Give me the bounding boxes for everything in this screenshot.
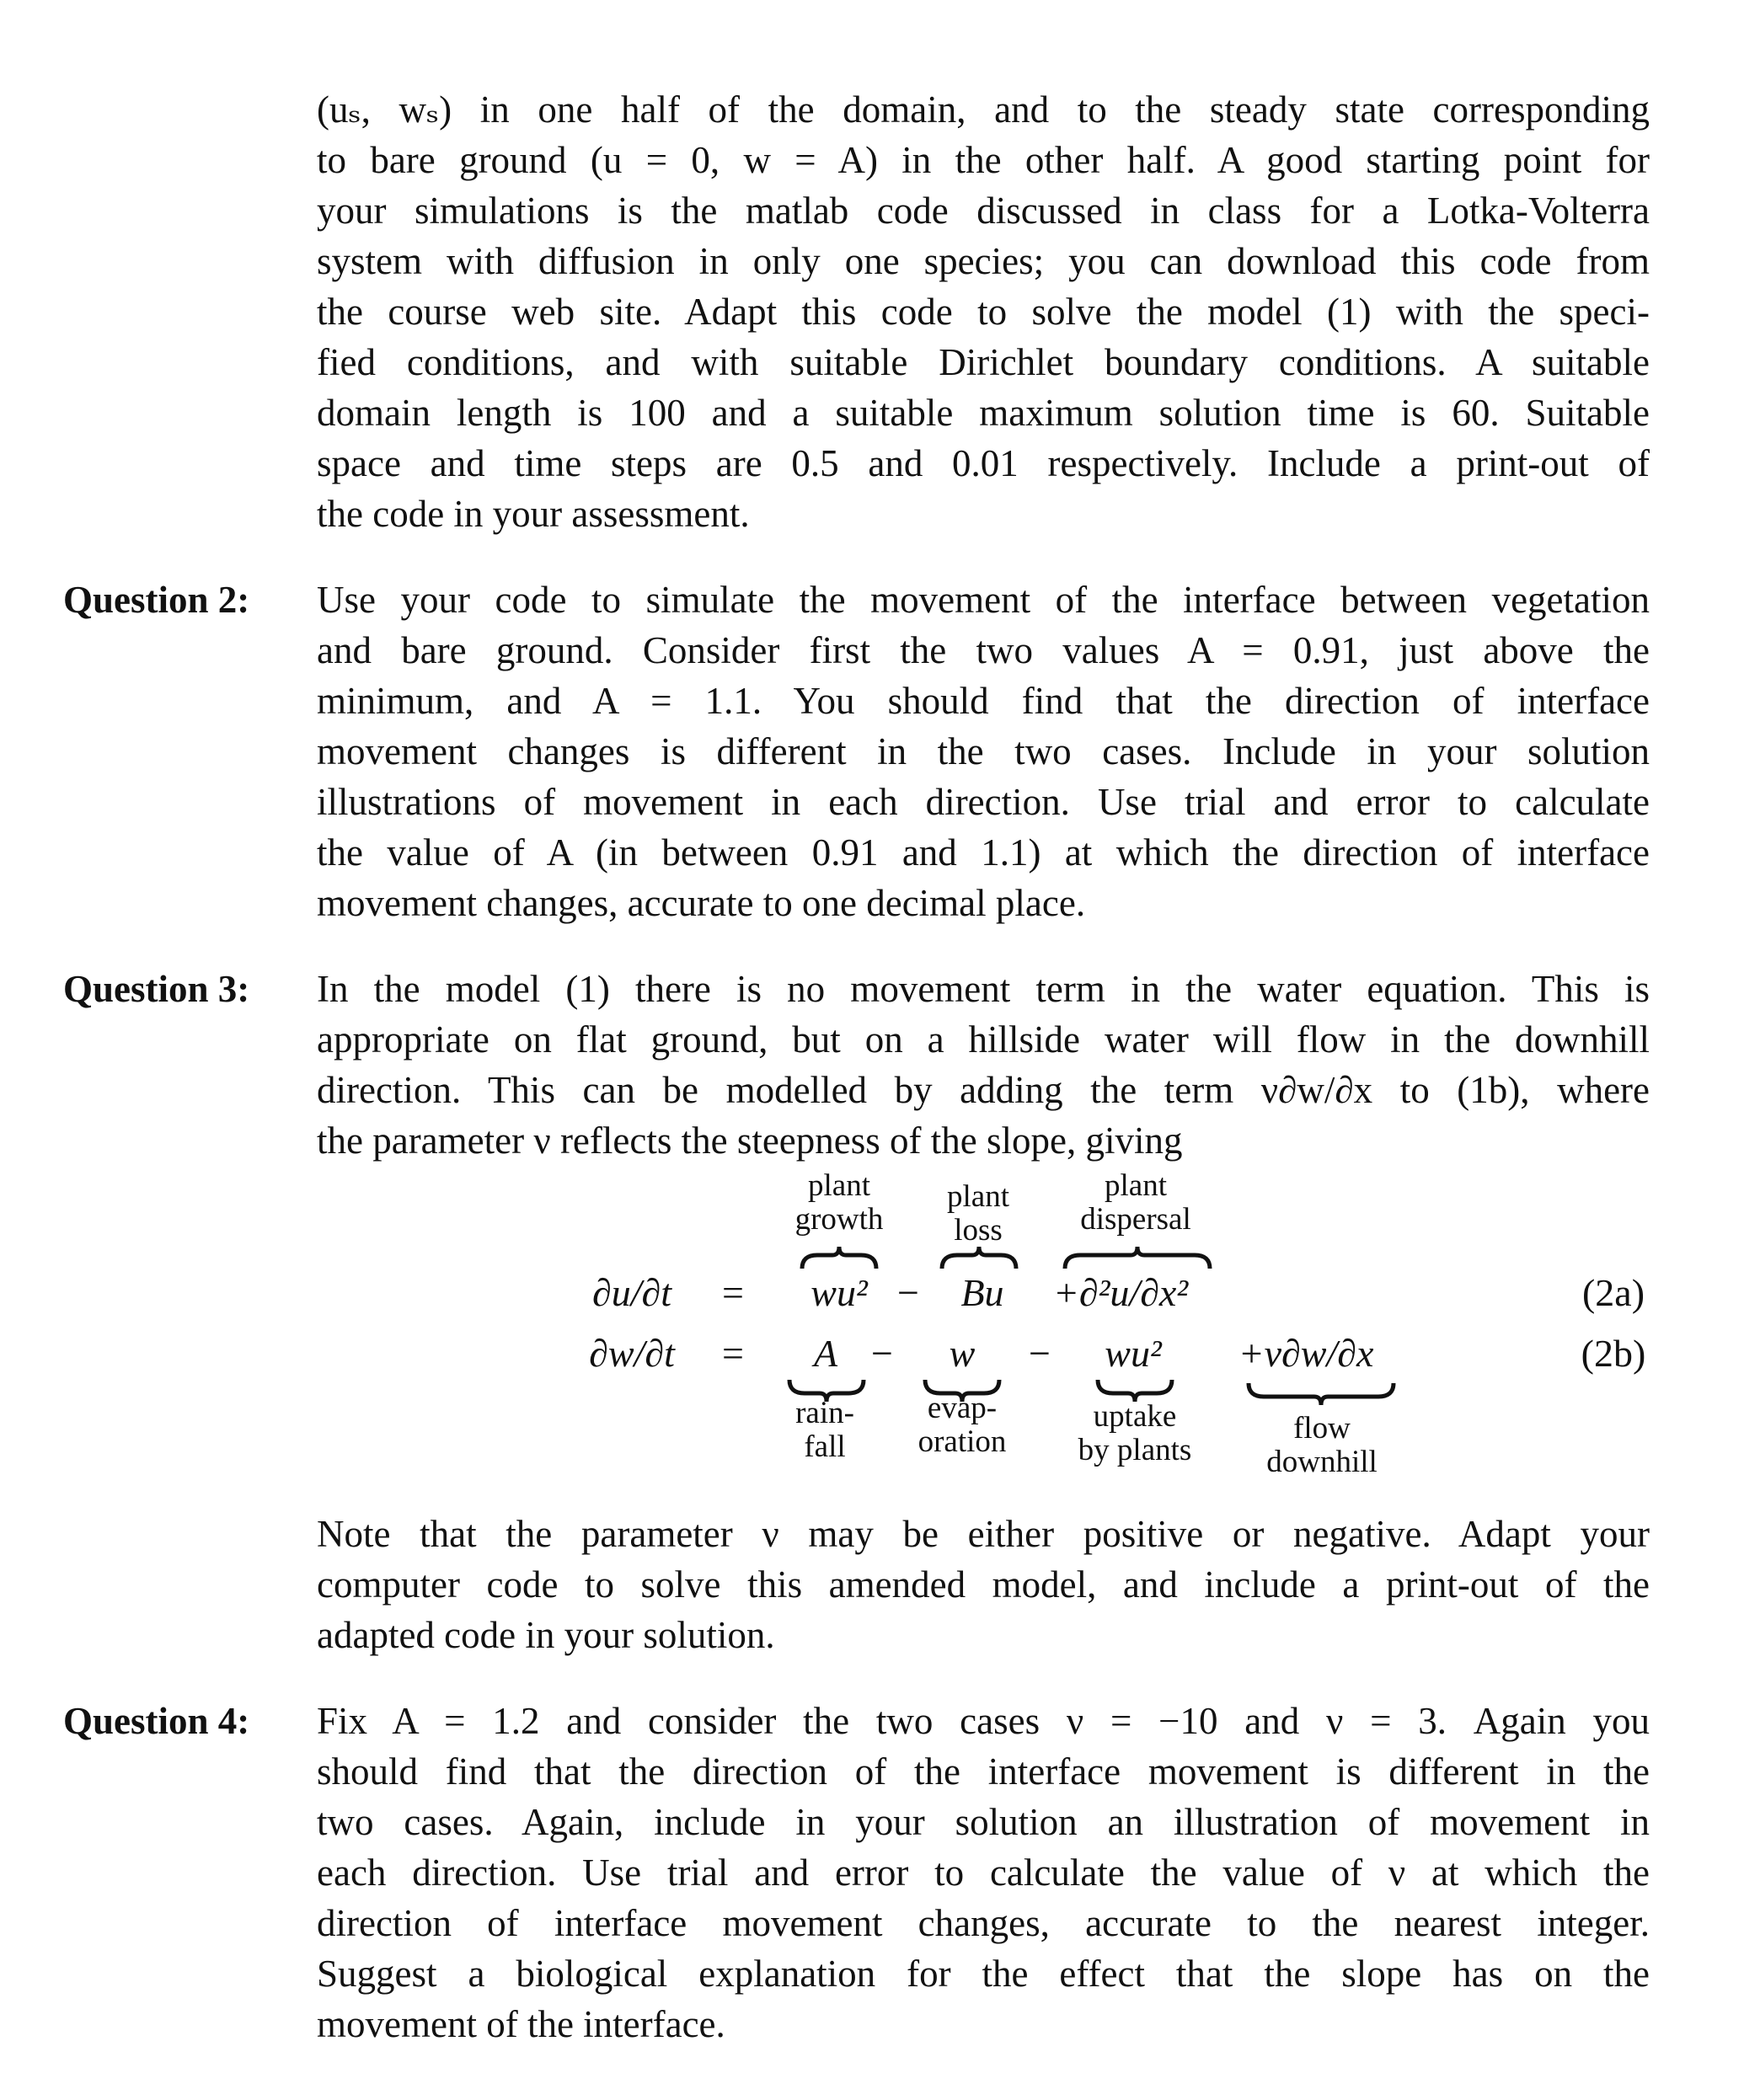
text-line: domain length is 100 and a suitable maximum solution time is 60. Suitable	[317, 392, 1650, 434]
text-line: (uₛ, wₛ) in one half of the domain, and to the steady state corresponding	[317, 88, 1650, 131]
label-flow: flow downhill	[1266, 1411, 1378, 1479]
text-line: your simulations is the matlab code discussed in class for a Lotka-Volterra	[317, 190, 1650, 232]
text-line: the code in your assessment.	[317, 493, 750, 535]
eq-a-number: (2a)	[1581, 1271, 1645, 1314]
text-line: the course web site. Adapt this code to solve the model (1) with the speci-	[317, 291, 1650, 333]
question-2-label: Question 2:	[63, 579, 250, 621]
text-line: adapted code in your solution.	[317, 1614, 775, 1656]
eq-b-term1: A	[813, 1332, 838, 1375]
overbrace-growth	[800, 1245, 878, 1270]
text-line: In the model (1) there is no movement term in the water equation. This is	[317, 968, 1650, 1010]
text-line: space and time steps are 0.5 and 0.01 respectively. Include a print-out of	[317, 442, 1650, 484]
eq-b-term4: +ν∂w/∂x	[1238, 1332, 1374, 1375]
text-line: system with diffusion in only one species; you can download this code from	[317, 240, 1650, 282]
eq-b-number: (2b)	[1581, 1332, 1646, 1375]
eq-b-term2: w	[949, 1332, 976, 1375]
text-line: Use your code to simulate the movement of the interface between vegetation	[317, 579, 1650, 621]
intro-paragraph	[317, 84, 1650, 539]
eq-b-minus2: −	[1029, 1332, 1051, 1375]
underbrace-flow	[1247, 1381, 1395, 1407]
text-line: Suggest a biological explanation for the effect that the slope has on the	[317, 1953, 1650, 1995]
eq-a-term2: Bu	[960, 1271, 1004, 1314]
label-evaporation: evap- oration	[917, 1391, 1007, 1459]
overbrace-loss	[940, 1245, 1018, 1270]
text-line: Fix A = 1.2 and consider the two cases ν = −10 and ν = 3. Again you	[317, 1700, 1650, 1742]
text-line: illustrations of movement in each direction. Use trial and error to calculate	[317, 781, 1650, 823]
eq-a-equals: =	[722, 1271, 744, 1314]
text-line: direction. This can be modelled by adding the term ν∂w/∂x to (1b), where	[317, 1069, 1650, 1111]
text-line: movement changes is different in the two cases. Include in your solution	[317, 730, 1650, 772]
overbrace-dispersal	[1063, 1245, 1212, 1270]
text-line: to bare ground (u = 0, w = A) in the other half. A good starting point for	[317, 139, 1650, 181]
question-4-text	[317, 1696, 1650, 2049]
question-3-note	[317, 1509, 1650, 1660]
question-3-label: Question 3:	[63, 968, 250, 1010]
question-3-text	[317, 964, 1650, 1166]
label-plant-dispersal: plant dispersal	[1080, 1168, 1191, 1237]
text-line: movement changes, accurate to one decimal place.	[317, 882, 1086, 924]
eq-a-lhs: ∂u/∂t	[591, 1271, 672, 1314]
eq-b-term3: wu²	[1105, 1332, 1162, 1375]
question-4-label: Question 4:	[63, 1700, 250, 1742]
text-line: the parameter ν reflects the steepness of the slope, giving	[317, 1119, 1183, 1162]
label-uptake: uptake by plants	[1078, 1399, 1192, 1467]
text-line: Note that the parameter ν may be either positive or negative. Adapt your	[317, 1513, 1650, 1555]
label-rainfall: rain- fall	[795, 1396, 854, 1464]
text-line: appropriate on flat ground, but on a hillside water will flow in the downhill	[317, 1018, 1650, 1061]
label-plant-growth: plant growth	[794, 1168, 884, 1237]
eq-a-term3: +∂²u/∂x²	[1052, 1271, 1189, 1314]
text-line: computer code to solve this amended model, and include a print-out of the	[317, 1563, 1650, 1606]
text-line: each direction. Use trial and error to calculate the value of ν at which the	[317, 1852, 1650, 1894]
text-line: movement of the interface.	[317, 2003, 725, 2045]
eq-b-lhs: ∂w/∂t	[589, 1332, 675, 1375]
text-line: minimum, and A = 1.1. You should find that the direction of interface	[317, 680, 1650, 722]
question-2-text	[317, 574, 1650, 928]
text-line: direction of interface movement changes, accurate to the nearest integer.	[317, 1902, 1650, 1944]
eq-a-term1: wu²	[810, 1271, 868, 1314]
text-line: and bare ground. Consider first the two values A = 0.91, just above the	[317, 629, 1650, 671]
eq-a-minus: −	[897, 1271, 919, 1314]
text-line: fied conditions, and with suitable Dirichlet boundary conditions. A suitable	[317, 341, 1650, 383]
label-plant-loss: plant loss	[947, 1179, 1009, 1248]
text-line: two cases. Again, include in your solution an illustration of movement in	[317, 1801, 1650, 1843]
eq-b-minus1: −	[871, 1332, 893, 1375]
text-line: should find that the direction of the interface movement is different in the	[317, 1750, 1650, 1793]
text-line: the value of A (in between 0.91 and 1.1) at which the direction of interface	[317, 831, 1650, 874]
eq-b-equals: =	[722, 1332, 744, 1375]
